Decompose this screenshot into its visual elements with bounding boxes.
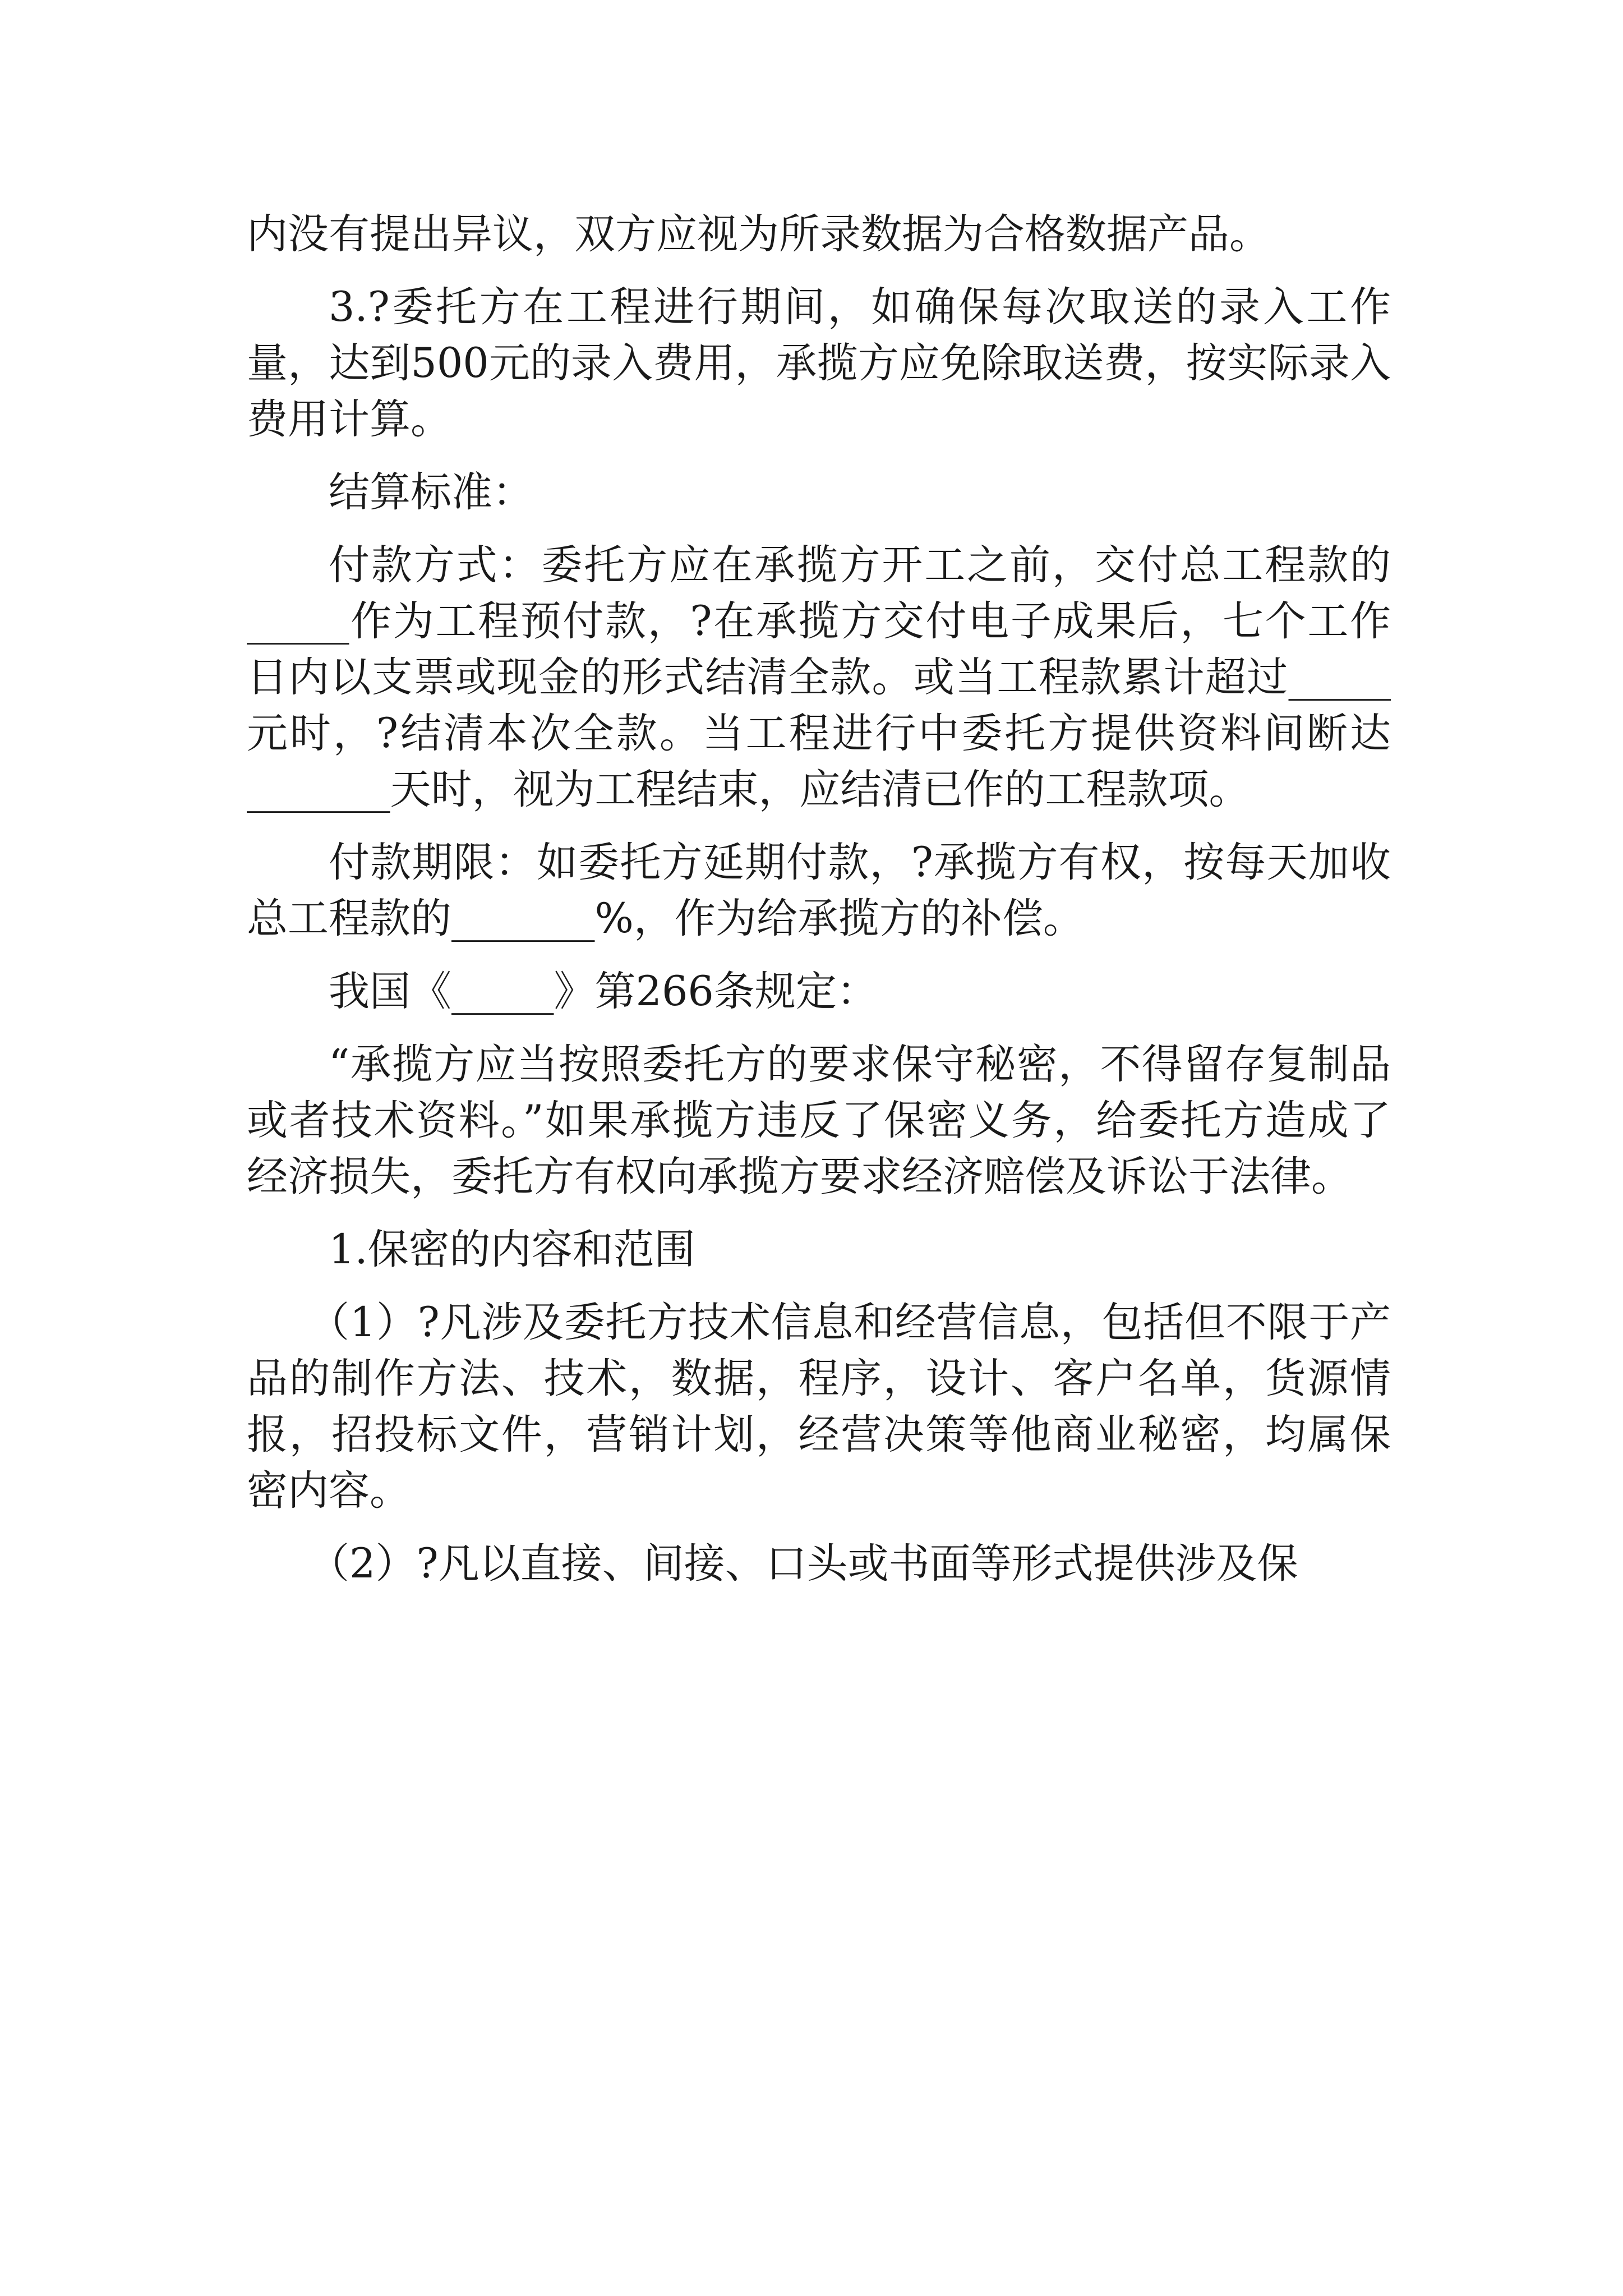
paragraph-payment-term: 付款期限：如委托方延期付款，?承揽方有权，按每天加收总工程款的_______%，作为给承揽方的补偿。 [247,839,1391,942]
paragraph-section-1-heading: 1.保密的内容和范围 [329,1226,695,1273]
paragraph-continuation: 内没有提出异议，双方应视为所录数据为合格数据产品。 [247,210,1270,258]
paragraph-clause-3: 3.?委托方在工程进行期间，如确保每次取送的录入工作量，达到500元的录入费用，承揽方应免除取送费，按实际录入费用计算。 [247,283,1391,443]
paragraph-payment-method: 付款方式：委托方应在承揽方开工之前，交付总工程款的_____作为工程预付款，?在承揽方交付电子成果后，七个工作日内以支票或现金的形式结清全款。或当工程款累计超过_____元时，?结清本次全款。当工程进行中委托方提供资料间断达_______天时，视为工程结束，应结清已作的工程款项。 [247,541,1391,813]
paragraph-item-2: （2）?凡以直接、间接、口头或书面等形式提供涉及保 [308,1540,1298,1588]
paragraph-item-1: （1）?凡涉及委托方技术信息和经营信息，包括但不限于产品的制作方法、技术，数据，程序，设计、客户名单，货源情报，招投标文件，营销计划，经营决策等他商业秘密，均属保密内容。 [247,1299,1391,1515]
paragraph-law-reference: 我国《_____》第266条规定： [329,968,878,1015]
paragraph-confidentiality-quote: “承揽方应当按照委托方的要求保守秘密，不得留存复制品或者技术资料。”如果承揽方违反了保密义务，给委托方造成了经济损失，委托方有权向承揽方要求经济赔偿及诉讼于法律。 [247,1041,1391,1200]
paragraph-settlement-heading: 结算标准： [329,468,533,516]
document-body [247,206,1391,1592]
